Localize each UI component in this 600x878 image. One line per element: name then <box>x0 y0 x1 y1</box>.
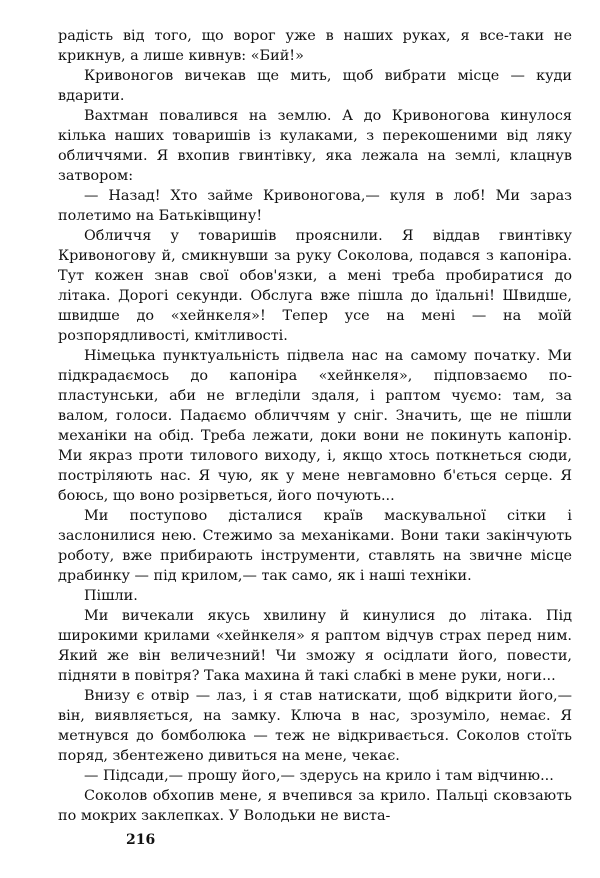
paragraph: Ми вичекали якусь хвилину й кинулися до літака. Під широкими крилами «хейнкеля» я раптом відчув страх перед ним. Який же він величезний! Чи зможу я осідлати його, повести, підняти в повітря? Така махина й такі слабкі в мене руки, ноги... <box>58 608 572 684</box>
book-page-text <box>58 26 572 826</box>
paragraph: Кривоногов вичекав ще мить, щоб вибрати місце — куди вдарити. <box>58 68 572 104</box>
paragraph: — Назад! Хто займе Кривоногова,— куля в лоб! Ми зараз полетимо на Батьківщину! <box>58 188 572 224</box>
page-number: 216 <box>126 832 156 848</box>
paragraph: Вахтман повалився на землю. А до Кривоногова кинулося кілька наших товаришів із кулаками, з перекошеними від ляку обличчями. Я вхопив гвинтівку, яка лежала на землі, клацнув затвором: <box>58 108 572 184</box>
paragraph: Ми поступово дісталися країв маскувальної сітки і заслонилися нею. Стежимо за механіками. Вони таки закінчують роботу, вже прибирають інструменти, ставлять на звичне місце драбинку — під крилом,— так само, як і наші техніки. <box>58 508 572 584</box>
paragraph: радість від того, що ворог уже в наших руках, я все-таки не крикнув, а лише кивнув: «Бий!» <box>58 28 572 64</box>
paragraph: Внизу є отвір — лаз, і я став натискати, щоб відкрити його,— він, виявляється, на замку. Ключа в нас, зрозуміло, немає. Я метнувся до бомболюка — теж не відкривається. Соколов стоїть поряд, збентежено дивиться на мене, чекає. <box>58 688 572 764</box>
paragraph: — Підсади,— прошу його,— здерусь на крило і там відчиню... <box>84 768 554 784</box>
paragraph: Соколов обхопив мене, я вчепився за крило. Пальці сковзають по мокрих заклепках. У Володьки не виста- <box>58 788 572 824</box>
paragraph: Пішли. <box>84 588 138 604</box>
paragraph: Німецька пунктуальність підвела нас на самому початку. Ми підкрадаємось до капоніра «хейнкеля», підповзаємо по-пластунськи, аби не вгледіли здаля, і раптом чуємо: там, за валом, голоси. Падаємо обличчям у сніг. Значить, ще не пішли механіки на обід. Треба лежати, доки вони не покинуть капонір. Ми якраз проти тилового виходу, і, якщо хтось поткнеться сюди, постріляють нас. Я чую, як у мене невгамовно б'ється серце. Я боюсь, що воно розірветься, його почують... <box>58 348 572 504</box>
paragraph: Обличчя у товаришів прояснили. Я віддав гвинтівку Кривоногову й, смикнувши за руку Соколова, подався з капоніра. Тут кожен знав свої обов'язки, а мені треба пробиратися до літака. Дорогі секунди. Обслуга вже пішла до їдальні! Швидше, швидше до «хейнкеля»! Тепер усе на мені — на моїй розпорядливості, кмітливості. <box>58 228 572 344</box>
